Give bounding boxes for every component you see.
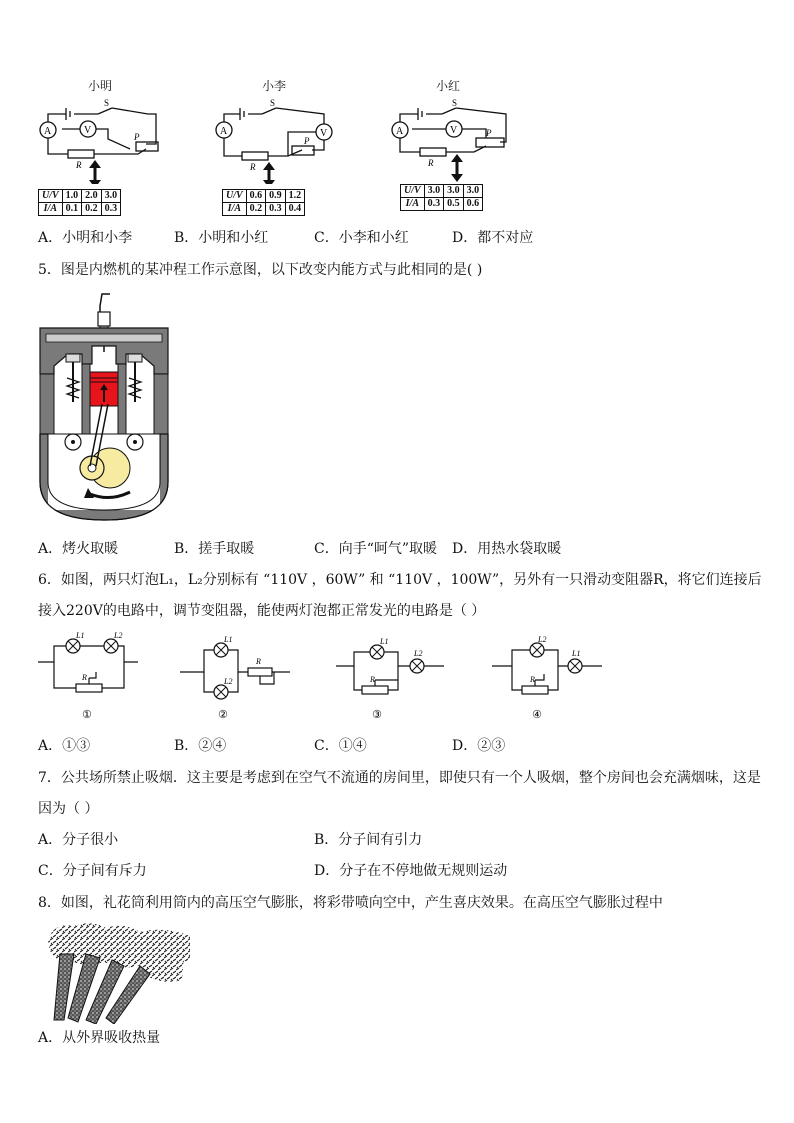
q4-circuit-xiaohong xyxy=(388,74,523,224)
svg-text:R: R xyxy=(530,675,535,684)
svg-text:A: A xyxy=(396,126,404,137)
q6-circuit-2 xyxy=(178,632,292,724)
q6-option-d[interactable]: D．②③ xyxy=(452,738,506,754)
svg-text:②: ② xyxy=(218,708,228,721)
q4-table-xiaoming: U/V 1.0 2.0 3.0 I/A 0.1 0.2 0.3 xyxy=(38,189,121,216)
bulb-icon xyxy=(370,645,384,659)
svg-text:V: V xyxy=(320,128,328,139)
q6-circuit-3 xyxy=(334,632,446,724)
q4-option-d[interactable]: D．都不对应 xyxy=(452,230,534,246)
svg-text:④: ④ xyxy=(532,708,542,721)
svg-text:R: R xyxy=(256,657,261,666)
q6-circuit-4 xyxy=(490,632,604,724)
svg-text:V: V xyxy=(450,125,458,136)
svg-text:R: R xyxy=(82,673,87,682)
bulb-icon xyxy=(530,643,544,657)
bulb-icon xyxy=(104,639,118,653)
svg-text:A: A xyxy=(220,126,228,137)
svg-text:P: P xyxy=(304,136,310,146)
voltmeter-symbol: V xyxy=(84,125,92,136)
circuit-diagram xyxy=(212,94,342,184)
intake-valve xyxy=(66,354,80,402)
bulb-icon xyxy=(410,659,424,673)
svg-text:L1: L1 xyxy=(572,649,581,658)
svg-text:P: P xyxy=(486,128,492,138)
circuit-label: 小明 xyxy=(88,79,113,93)
q7-option-c[interactable]: C．分子间有斥力 xyxy=(38,863,147,879)
q4-table-xiaoli: U/V 0.6 0.9 1.2 I/A 0.2 0.3 0.4 xyxy=(222,189,305,216)
q4-option-b[interactable]: B．小明和小红 xyxy=(174,230,269,246)
q6-circuit-1 xyxy=(36,632,140,724)
circuit-label: 小红 xyxy=(436,79,461,93)
resistor-symbol: R xyxy=(76,160,82,170)
q4-circuit-xiaoming xyxy=(38,74,168,224)
q6-option-c[interactable]: C．①④ xyxy=(314,738,367,754)
svg-text:③: ③ xyxy=(372,708,382,721)
svg-text:L1: L1 xyxy=(76,632,85,640)
q6-stem-line2: 接入220V的电路中，调节变阻器，能使两灯泡都正常发光的电路是（ ） xyxy=(38,603,486,619)
q4-circuit-xiaoli xyxy=(212,74,342,224)
q8-party-popper-image xyxy=(44,920,192,1024)
q6-stem-line1: 6．如图，两只灯泡L₁，L₂分别标有 “110V ，60W” 和 “110V ，100W”，另外有一只滑动变阻器R，将它们连接后 xyxy=(38,572,762,588)
piston xyxy=(90,372,118,406)
q4-option-a[interactable]: A．小明和小李 xyxy=(38,230,133,246)
q4-figures xyxy=(0,0,794,230)
svg-text:①: ① xyxy=(82,708,92,721)
svg-text:L2: L2 xyxy=(538,635,547,644)
circuit-label: 小李 xyxy=(262,79,287,93)
q7-option-b[interactable]: B．分子间有引力 xyxy=(314,832,423,848)
switch-symbol: S xyxy=(104,98,110,108)
q7-option-d[interactable]: D．分子在不停地做无规则运动 xyxy=(314,863,508,879)
q4-option-c[interactable]: C．小李和小红 xyxy=(314,230,409,246)
bulb-icon xyxy=(568,659,582,673)
circuit-diagram xyxy=(38,94,168,184)
q7-stem-line2: 因为（ ） xyxy=(38,801,99,817)
q8-stem: 8．如图，礼花筒利用筒内的高压空气膨胀，将彩带喷向空中，产生喜庆效果。在高压空气膨胀过程中 xyxy=(38,895,663,911)
svg-text:L1: L1 xyxy=(380,637,389,646)
svg-text:R: R xyxy=(428,158,434,168)
circuit-diagram xyxy=(390,94,520,184)
q6-option-b[interactable]: B．②④ xyxy=(174,738,227,754)
bulb-icon xyxy=(66,639,80,653)
bulb-icon xyxy=(214,643,228,657)
svg-text:R: R xyxy=(370,675,375,684)
q5-stem: 5．图是内燃机的某冲程工作示意图，以下改变内能方式与此相同的是( ) xyxy=(38,262,483,278)
q7-option-a[interactable]: A．分子很小 xyxy=(38,832,119,848)
bulb-icon xyxy=(214,685,228,699)
q4-table-xiaohong: U/V 3.0 3.0 3.0 I/A 0.3 0.5 0.6 xyxy=(400,184,483,211)
q7-stem-line1: 7．公共场所禁止吸烟．这主要是考虑到在空气不流通的房间里，即使只有一个人吸烟，整个房间也会充满烟味，这是 xyxy=(38,770,761,786)
q5-option-d[interactable]: D．用热水袋取暖 xyxy=(452,541,562,557)
q8-option-a[interactable]: A．从外界吸收热量 xyxy=(38,1030,161,1046)
svg-text:L2: L2 xyxy=(414,649,423,658)
q5-option-c[interactable]: C．向手“呵气”取暖 xyxy=(314,541,438,557)
q5-engine-diagram xyxy=(36,292,176,524)
q5-option-b[interactable]: B．搓手取暖 xyxy=(174,541,255,557)
svg-text:L1: L1 xyxy=(224,635,233,644)
q6-option-a[interactable]: A．①③ xyxy=(38,738,91,754)
svg-text:L2: L2 xyxy=(114,632,123,640)
slider-symbol: P xyxy=(134,132,140,142)
ammeter-symbol: A xyxy=(44,126,52,137)
q5-option-a[interactable]: A．烤火取暖 xyxy=(38,541,119,557)
svg-text:S: S xyxy=(270,98,276,108)
svg-text:S: S xyxy=(452,98,458,108)
svg-text:R: R xyxy=(250,162,256,172)
svg-text:L2: L2 xyxy=(224,677,233,686)
exhaust-valve xyxy=(128,354,142,402)
